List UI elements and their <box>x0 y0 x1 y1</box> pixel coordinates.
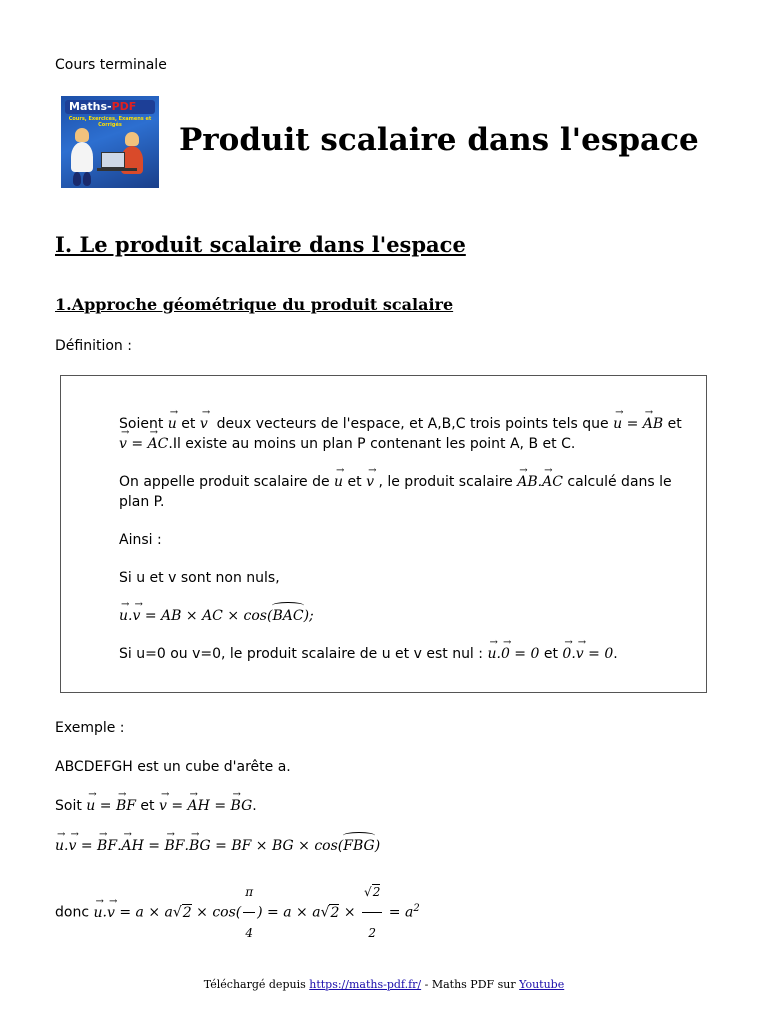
formula-part: × cos( <box>191 904 242 921</box>
vector-bf: BF → <box>164 836 184 856</box>
text: et <box>135 798 159 814</box>
logo-banner: Maths-PDF <box>65 100 155 114</box>
dot-operator: . <box>537 474 543 490</box>
vector-u: u → <box>334 472 343 492</box>
teacher-head-illustration <box>125 132 139 146</box>
logo-text-pdf: PDF <box>111 100 137 113</box>
text: donc <box>55 904 94 921</box>
formula-rhs: = 0 <box>583 646 614 662</box>
definition-label: Définition : <box>55 338 132 354</box>
formula-part: = a <box>384 904 414 921</box>
vector-ah: AH → <box>188 796 210 816</box>
text: On appelle produit scalaire de <box>119 474 335 490</box>
fraction-numerator: √2 <box>362 872 382 913</box>
exponent: 2 <box>413 902 420 914</box>
vector-bg: BG → <box>231 796 253 816</box>
vector-v: v → <box>159 796 167 816</box>
angle-fbg: FBG <box>343 838 375 854</box>
fraction-numerator: π <box>243 872 255 913</box>
student-leg-illustration <box>73 172 81 186</box>
desk-illustration <box>97 168 137 171</box>
definition-box <box>60 375 707 693</box>
example-label: Exemple : <box>55 720 125 736</box>
youtube-link[interactable]: Youtube <box>519 978 565 991</box>
vector-ac: AC → <box>542 472 563 492</box>
vector-bf: BF → <box>116 796 136 816</box>
vector-u: u → <box>86 796 95 816</box>
vector-v: v → <box>68 836 76 856</box>
footer-prefix: Téléchargé depuis <box>203 978 310 991</box>
student-body-illustration <box>71 142 93 172</box>
student-leg-illustration <box>83 172 91 186</box>
footer-middle: - Maths PDF sur <box>421 978 520 991</box>
vector-ac: AC → <box>148 434 169 454</box>
text: et <box>539 646 563 662</box>
vector-v: v → <box>119 434 127 454</box>
example-computation-line: u →.v → = BF →.AH → = BF →.BG → = BF × BG × cos(FBG) <box>55 836 380 856</box>
formula-end: ); <box>303 608 314 624</box>
formula-rhs: = 0 <box>509 646 540 662</box>
text: et <box>343 474 367 490</box>
section-heading: I. Le produit scalaire dans l'espace <box>55 232 466 257</box>
ainsi-label: Ainsi : <box>119 532 162 548</box>
laptop-illustration <box>101 152 125 168</box>
vector-ab: AB → <box>517 472 537 492</box>
formula-rhs: = BF × BG × cos( <box>210 838 344 854</box>
zero-vector: 0 → <box>562 644 571 664</box>
formula-part: ) = a × a <box>257 904 321 921</box>
text: . <box>613 646 618 662</box>
example-vectors-line: Soit u → = BF → et v → = AH → = BG →. <box>55 796 257 816</box>
vector-u: u → <box>487 644 496 664</box>
example-result-line: donc u →.v → = a × a√2 × cos( $\frac{\pi}{4}$ ) = a × a√2 × $\frac{√2}{2}$ = $a^2$ <box>55 872 420 953</box>
definition-content <box>119 414 695 682</box>
formula-part: × <box>339 904 361 921</box>
formula-end: ) <box>374 838 381 854</box>
dot-product-formula: u →.v → = AB × AC × cos(BAC); <box>119 606 695 626</box>
formula-part: = a × a <box>114 904 173 921</box>
sqrt-radicand: 2 <box>330 904 340 921</box>
vector-u: u → <box>55 836 64 856</box>
vector-u: u → <box>168 414 177 434</box>
vector-ah: AH → <box>122 836 144 856</box>
vector-v: v → <box>366 472 374 492</box>
text: et <box>176 416 200 432</box>
logo-text-main: Maths <box>69 100 108 113</box>
text: et <box>663 416 682 432</box>
text: plan P. <box>119 494 165 510</box>
logo-subtext: Cours, Exercices, Examens et Corrigés <box>68 116 152 128</box>
zero-case: Si u=0 ou v=0, le produit scalaire de u et v est nul : u →.0 → = 0 et 0 →.v → = 0. <box>119 644 695 664</box>
vector-v: v → <box>576 644 584 664</box>
subsection-heading: 1.Approche géométrique du produit scalaire <box>55 295 454 314</box>
vector-ab: AB → <box>643 414 663 434</box>
vector-bf: BF → <box>97 836 117 856</box>
non-nuls-condition: Si u et v sont non nuls, <box>119 570 280 586</box>
student-head-illustration <box>75 128 89 142</box>
sqrt-radicand: 2 <box>372 885 381 899</box>
fraction-sqrt2-over-2 <box>362 872 382 953</box>
vector-v: v → <box>132 606 140 626</box>
text: calculé dans le <box>562 474 672 490</box>
vector-u: u → <box>93 893 102 933</box>
maths-pdf-logo <box>61 96 159 188</box>
vector-v: v → <box>107 893 115 933</box>
fraction-denominator: 4 <box>245 926 254 940</box>
vector-bg: BG → <box>189 836 211 856</box>
course-label: Cours terminale <box>55 57 167 73</box>
definition-paragraph: Soient u → et v → deux vecteurs de l'espace, et A,B,C trois points tels que u → = AB → et v → = AC →.Il existe au moins un plan P contenant les point A, B et C. <box>119 414 695 454</box>
definition-paragraph <box>119 472 695 512</box>
fraction-pi-over-4 <box>243 872 255 953</box>
zero-vector: 0 → <box>501 644 510 664</box>
cube-statement: ABCDEFGH est un cube d'arête a. <box>55 759 291 775</box>
text: , le produit scalaire <box>374 474 518 490</box>
page-footer <box>0 978 768 991</box>
text: Soit <box>55 798 87 814</box>
vector-u: u → <box>119 606 128 626</box>
vector-v: v → <box>200 414 208 434</box>
vector-u: u → <box>613 414 622 434</box>
angle-bac: BAC <box>272 608 304 624</box>
maths-pdf-link[interactable]: https://maths-pdf.fr/ <box>309 978 422 991</box>
sqrt-radicand: 2 <box>182 904 192 921</box>
text: .Il existe au moins un plan P contenant les point A, B et C. <box>168 436 576 452</box>
text: Si u=0 ou v=0, le produit scalaire de u et v est nul : <box>119 646 488 662</box>
text: . <box>252 798 257 814</box>
text: Soient <box>119 416 168 432</box>
text: deux vecteurs de l'espace, et A,B,C trois points tels que <box>207 416 614 432</box>
page-title: Produit scalaire dans l'espace <box>179 122 699 158</box>
fraction-denominator: 2 <box>368 926 377 940</box>
formula-rhs: = AB × AC × cos( <box>140 608 273 624</box>
